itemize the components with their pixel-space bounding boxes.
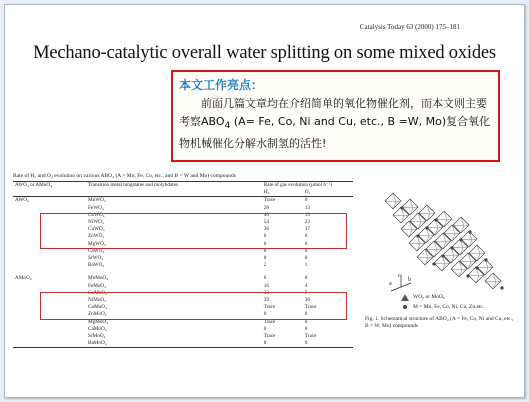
metal-atom-dot xyxy=(416,234,419,237)
h2-cell: 0 xyxy=(263,233,267,240)
h2-cell: 0 xyxy=(263,311,267,318)
o2-cell: 7 xyxy=(304,289,308,296)
legend-item-polyhedron xyxy=(401,292,484,302)
compound-cell: CoWO₄ xyxy=(88,211,105,218)
compound-cell: MgWO₄ xyxy=(88,240,106,247)
atom-dot-icon xyxy=(403,305,407,309)
legend-label: WO₆ or MoO₆ xyxy=(413,294,445,300)
compound-cell: CuWO₄ xyxy=(88,226,105,233)
o2-cell: 4 xyxy=(304,282,308,289)
compound-cell: SrMoO₄ xyxy=(88,333,106,340)
metal-atom-dot xyxy=(434,218,437,221)
table-row xyxy=(13,262,353,269)
compound-cell: MnMoO₄ xyxy=(88,275,108,282)
group-label: AMoO₄ xyxy=(15,275,32,282)
compound-cell: SrWO₄ xyxy=(88,255,104,262)
highlight-body xyxy=(179,95,494,153)
metal-atom-dot xyxy=(466,274,469,277)
compound-cell: CoMoO₄ xyxy=(88,289,107,296)
o2-cell: 0 xyxy=(304,318,308,325)
compound-cell: FeMoO₄ xyxy=(88,282,106,289)
o2-cell: 0 xyxy=(304,275,308,282)
figure-legend xyxy=(401,292,484,312)
crystal-structure-figure xyxy=(365,183,505,303)
axis-label-c: c xyxy=(398,273,401,279)
compound-cell: CuMoO₄ xyxy=(88,304,107,311)
table-row xyxy=(13,333,353,340)
metal-atom-dot xyxy=(500,286,503,289)
compound-cell: MnWO₄ xyxy=(88,197,106,204)
compound-cell: ZnMoO₄ xyxy=(88,311,107,318)
highlight-box-tungstates xyxy=(40,213,347,249)
table-row xyxy=(13,283,353,290)
octahedron-icon xyxy=(401,294,409,301)
h2-cell: 0 xyxy=(263,255,267,262)
col-header-o2: O₂ xyxy=(303,189,353,197)
col-header-compound-class: AWO₄ or AMoO₄ xyxy=(13,182,86,190)
col-header-rate: Rate of gas evolution (µmol h⁻¹) xyxy=(262,182,353,190)
metal-atom-dot xyxy=(459,238,462,241)
table-row xyxy=(13,197,353,205)
h2-cell: 0 xyxy=(263,275,267,282)
highlight-body-text-2: (A= Fe, Co, Ni and Cu, etc., B =W, Mo)复合氧化物机械催化分解水制氢的活性! xyxy=(179,115,491,151)
h2-cell: 0 xyxy=(263,240,267,247)
metal-atom-dot xyxy=(432,262,435,265)
slide xyxy=(4,4,525,398)
compound-cell: BaWO₄ xyxy=(88,262,105,269)
o2-cell: 36 xyxy=(304,297,310,304)
o2-cell: 13 xyxy=(304,204,310,211)
metal-atom-dot xyxy=(484,258,487,261)
o2-cell: 0 xyxy=(304,255,308,262)
o2-cell: 0 xyxy=(304,247,308,254)
axis-label-b: b xyxy=(408,277,411,283)
group-label: AWO₄ xyxy=(15,197,29,204)
metal-atom-dot xyxy=(450,246,453,249)
highlight-box-molybdates xyxy=(40,289,347,320)
compound-cell: CaMoO₄ xyxy=(88,325,107,332)
o2-cell: 0 xyxy=(304,311,308,318)
o2-cell: 0 xyxy=(304,240,308,247)
o2-cell: 0 xyxy=(303,340,353,348)
legend-label: M = Mn, Fe, Co, Ni, Cu, Zn.etc. xyxy=(413,304,485,310)
octahedron-shape xyxy=(485,273,501,289)
compound-cell: NiMoO₄ xyxy=(88,297,106,304)
o2-cell: 0 xyxy=(304,325,308,332)
highlight-heading: 本文工作亮点： xyxy=(179,78,264,92)
h2-cell: 40 xyxy=(263,211,269,218)
compound-cell: ZnWO₄ xyxy=(88,233,105,240)
o2-cell: 1 xyxy=(304,262,308,269)
o2-cell: 0 xyxy=(304,197,308,204)
compound-cell: CaWO₄ xyxy=(88,247,105,254)
table-row xyxy=(13,326,353,333)
table-row xyxy=(13,255,353,262)
compound-cell: MgMoO₄ xyxy=(88,318,108,325)
o2-cell: 17 xyxy=(304,226,310,233)
metal-atom-dot xyxy=(468,230,471,233)
metal-atom-dot xyxy=(475,266,478,269)
h2-cell: Trace xyxy=(263,318,276,325)
compound-cell: BaMoO₄ xyxy=(86,340,262,348)
paper-title: Mechano-catalytic overall water splitting on some mixed oxides xyxy=(33,43,496,63)
o2-cell: Trace xyxy=(304,333,317,340)
h2-cell: Trace xyxy=(263,304,276,311)
table-row xyxy=(13,275,353,282)
o2-cell: 19 xyxy=(304,211,310,218)
table-row xyxy=(13,205,353,212)
o2-cell: Trace xyxy=(304,304,317,311)
h2-cell: 28 xyxy=(263,204,269,211)
h2-cell: 0 xyxy=(263,247,267,254)
h2-cell: 16 xyxy=(263,282,269,289)
compound-cell: NiWO₄ xyxy=(88,219,104,226)
h2-cell: 36 xyxy=(263,226,269,233)
metal-atom-dot xyxy=(400,206,403,209)
highlight-body-subscript: 4 xyxy=(224,120,231,132)
metal-atom-dot xyxy=(441,254,444,257)
h2-cell: Trace xyxy=(263,197,276,204)
axis-label-a: a xyxy=(389,281,392,287)
highlight-body-text-1: 前面几篇文章均在介绍简单的氧化物催化剂，而本文则主要考察ABO xyxy=(179,97,487,128)
h2-cell: 39 xyxy=(263,297,269,304)
table-row xyxy=(13,340,353,348)
highlight-box xyxy=(171,70,500,162)
compound-cell: FeWO₄ xyxy=(88,204,104,211)
o2-cell: 0 xyxy=(304,233,308,240)
h2-cell: 2 xyxy=(263,262,267,269)
h2-cell: 0 xyxy=(263,325,267,332)
metal-atom-dot xyxy=(425,226,428,229)
h2-cell: Trace xyxy=(263,333,276,340)
col-header-compound: Transition metal tungstates and molybdates xyxy=(86,182,262,190)
figure-caption: Fig. 1. Schematical structure of ABO₄ (A = Fe, Co, Ni and Cu, etc., B = W, Mo) compounds xyxy=(365,316,514,329)
legend-item-atom xyxy=(401,302,484,312)
octahedron-shape xyxy=(385,193,401,209)
col-header-h2: H₂ xyxy=(262,189,303,197)
journal-reference: Catalysis Today 63 (2000) 175–181 xyxy=(359,23,460,31)
rate-table xyxy=(13,181,353,348)
h2-cell: 13 xyxy=(263,289,269,296)
table-caption: Rate of H₂ and O₂ evolution on various ABO₄ (A = Mn, Fe, Co, etc., and B = W and Mo) compounds xyxy=(13,173,236,179)
o2-cell: 23 xyxy=(304,219,310,226)
h2-cell: 54 xyxy=(263,219,269,226)
h2-cell: 0 xyxy=(262,340,303,348)
